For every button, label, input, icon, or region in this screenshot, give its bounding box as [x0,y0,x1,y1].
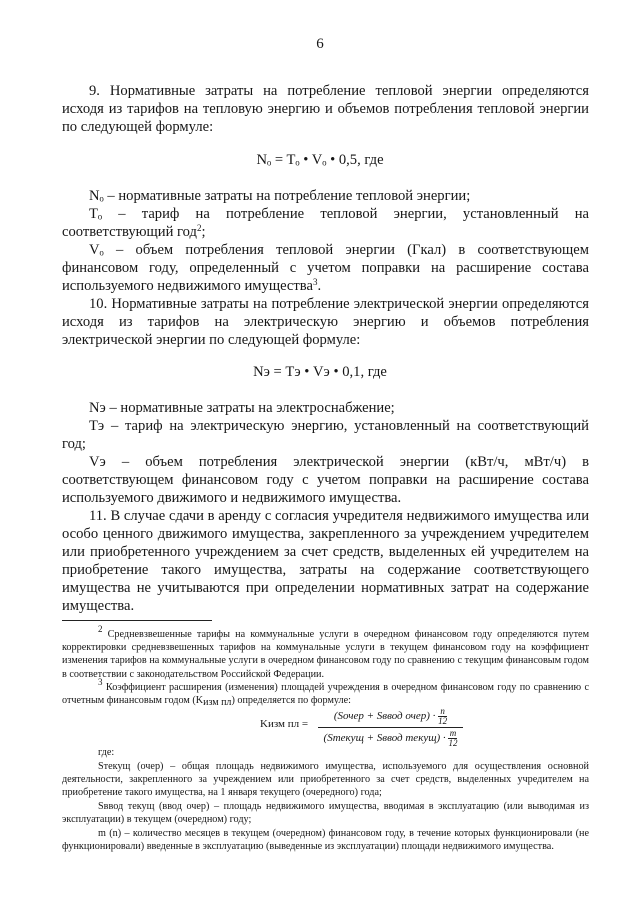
formula-heat: Nₒ = Tₒ • Vₒ • 0,5, где [256,152,384,168]
def-heat-tariff: Tₒ – тариф на потребление тепловой энергии, установленный на соответствующий год$^2$; [62,206,589,240]
footnote-ref-2: 2 [196,223,202,233]
formula-denominator: (Sтекущ + Sввод текущ) · $\frac{m}{12}$ [323,728,458,748]
def-electric-tariff: Tэ – тариф на электрическую энергию, установленный на соответствующий год; [62,418,589,452]
def-heat-volume: Vₒ – объем потребления тепловой энергии (Гкал) в соответствующем финансовом году, определенный с учетом поправки на расширение состава используемого недвижимого имущества$^3$. [62,242,589,294]
formula-where: где: [98,747,115,758]
footnote-ref-3: 3 [312,277,318,287]
footnote-divider [62,620,212,621]
page-number: 6 [316,36,324,52]
formula-electric: Nэ = Tэ • Vэ • 0,1, где [253,364,387,380]
footnote-2: $^2$ Средневзвешенные тарифы на коммунальные услуги в очередном финансовом году определяются путем корректировки средневзвешенных тарифов на коммунальные услуги в текущем финансовом году на коэффициент изменения тарифов на коммунальные услуги в очередном финансовом году по сравнению с текущим финансовым годом в соответствии с законодательством Российской Федерации. [62,624,590,680]
formula-numerator: (Sочер + Sввод очер) · $\frac{n}{12}$ [333,706,448,726]
footnote-3: $^3$ Коэффициент расширения (изменения) площадей учреждения в очередном финансовом году по сравнению с отчетным финансовым годом $(K_{изм пл})$ определяется по формуле: [62,677,590,709]
footnote-mark-2: 2 [98,624,103,634]
def-s-current: Sтекущ (очер) – общая площадь недвижимого имущества, используемого для осуществления основной деятельности, закрепленного за учреждением или приобретенного за счет средств, выделенных учредителем на приобретение такого имущества, на 1 января текущего (очередного) года; [62,761,589,799]
def-s-commission: Sввод текущ (ввод очер) – площадь недвижимого имущества, вводимая в эксплуатацию (или выводимая из эксплуатации) в текущем (очередном) году; [62,801,589,826]
def-months: m (n) – количество месяцев в текущем (очередном) финансовом году, в течение которых функционировали (не функционировали) введенные в эксплуатацию (выведенные из эксплуатации) площади недвижимого имущества. [62,828,589,853]
paragraph-10: 10. Нормативные затраты на потребление электрической энергии определяются исходя из тарифов на электрическую энергию и объемов потребления электрической энергии по следующей формуле: [62,296,589,348]
paragraph-11: 11. В случае сдачи в аренду с согласия учредителя недвижимого имущества или особо ценного движимого имущества, закрепленного за учреждением учредителем или приобретенного учреждением за счет средств, выделенных ей учредителем на приобретение такого имущества, затраты на содержание соответствующего имущества не учитываются при определении нормативных затрат на содержание имущества. [62,508,589,614]
formula-lhs: Kизм пл = [260,718,309,730]
footnote-mark-3: 3 [98,677,103,687]
paragraph-9: 9. Нормативные затраты на потребление тепловой энергии определяются исходя из тарифов на тепловую энергию и объемов потребления тепловой энергии по следующей формуле: [62,83,589,135]
formula-fraction [318,707,463,748]
def-electric-volume: Vэ – объем потребления электрической энергии (кВт/ч, мВт/ч) в соответствующем финансовом году с учетом поправки на расширение состава используемого движимого и недвижимого имущества. [62,454,589,506]
def-electric-cost: Nэ – нормативные затраты на электроснабжение; [89,400,395,416]
def-heat-cost: Nₒ – нормативные затраты на потребление тепловой энергии; [89,188,471,204]
